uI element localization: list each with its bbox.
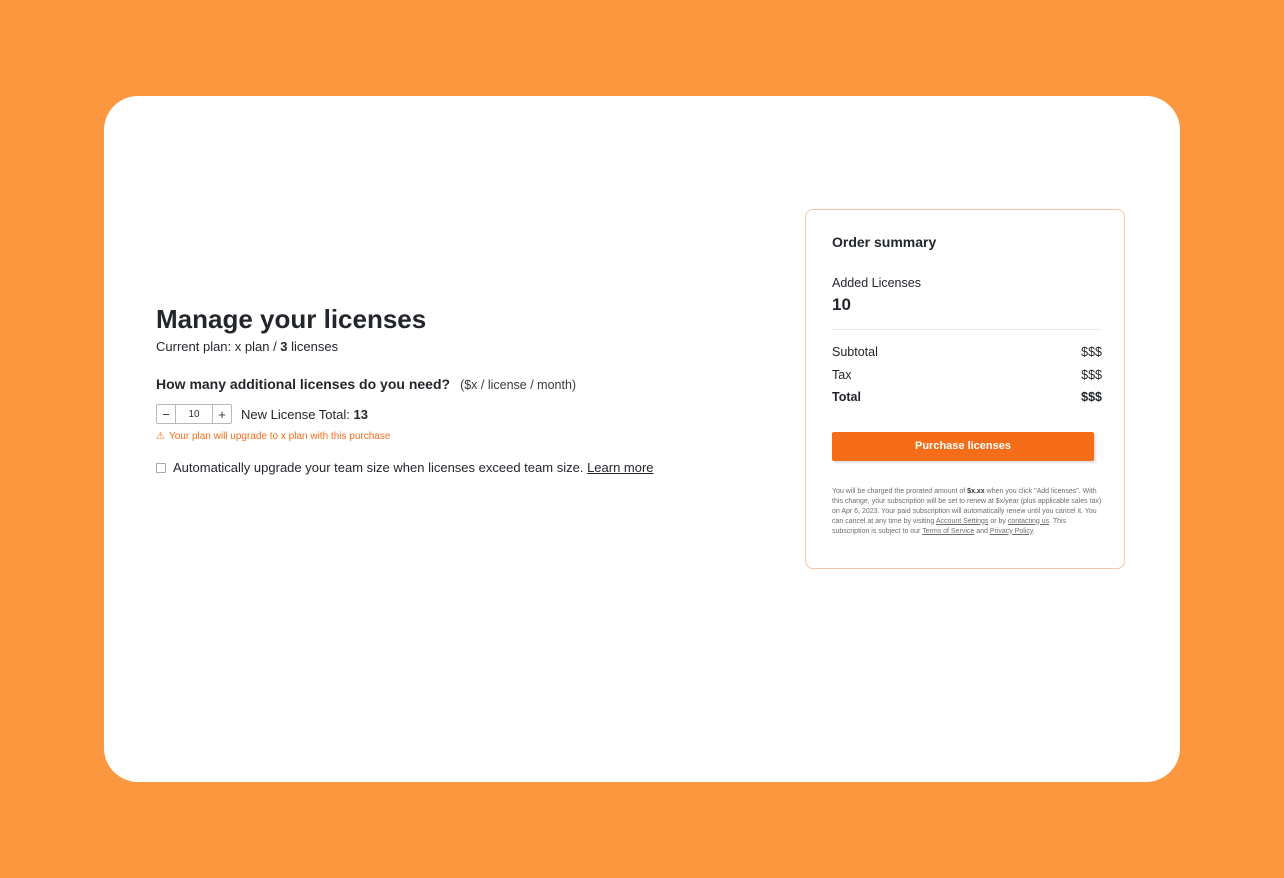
privacy-policy-link[interactable]: Privacy Policy [989, 527, 1033, 535]
prorated-amount: $x.xx [967, 487, 985, 495]
order-summary-content [832, 234, 1102, 537]
current-plan-prefix: Current plan: x plan / [156, 339, 281, 354]
total-row [832, 386, 1102, 409]
tax-label: Tax [832, 367, 852, 382]
terms-of-service-link[interactable]: Terms of Service [922, 527, 975, 535]
auto-upgrade-row [156, 460, 736, 475]
quantity-input[interactable]: 10 [175, 405, 213, 423]
legal-text-3: or by [988, 517, 1008, 525]
legal-text-2: when you click "Add licenses". With this change, your subscription will be set to renew at $x/year (plus applicable sales tax) on Apr 6, 2023. Your paid subscription will automatically renew until you cancel it. You can cancel at any time by visiting [832, 487, 1102, 525]
additional-licenses-question: How many additional licenses do you need? [156, 376, 451, 392]
total-label: Total [832, 390, 861, 404]
legal-text-6: . [1032, 527, 1035, 535]
stepper-row [156, 404, 736, 424]
order-summary-panel [805, 209, 1125, 569]
price-lines [832, 341, 1102, 409]
total-value: $$$ [1081, 390, 1102, 404]
new-license-total [241, 407, 368, 422]
subtotal-value: $$$ [1081, 345, 1102, 359]
page-title: Manage your licenses [156, 304, 427, 334]
added-licenses-label: Added Licenses [832, 276, 921, 290]
auto-upgrade-checkbox[interactable] [156, 463, 166, 473]
auto-upgrade-label [173, 460, 654, 475]
main-card [104, 96, 1180, 782]
subtotal-label: Subtotal [832, 345, 878, 359]
warning-icon: ⚠ [156, 431, 165, 442]
tax-row [832, 364, 1102, 387]
legal-text-1: You will be charged the prorated amount of [832, 487, 968, 495]
new-total-value: 13 [353, 406, 368, 422]
decrement-button[interactable]: − [162, 406, 170, 422]
contact-us-link[interactable]: contacting us [1007, 517, 1050, 525]
current-plan-info [156, 338, 736, 356]
subtotal-row [832, 341, 1102, 364]
learn-more-link[interactable]: Learn more [587, 460, 654, 475]
license-manager-panel [156, 303, 736, 475]
new-total-label: New License Total: [241, 406, 354, 422]
order-summary-title: Order summary [832, 234, 937, 250]
tax-value: $$$ [1081, 367, 1102, 382]
added-licenses-value: 10 [832, 295, 851, 314]
quantity-stepper [156, 404, 232, 424]
current-plan-suffix: licenses [287, 339, 339, 354]
legal-text-4: . This subscription is subject to our [832, 517, 1067, 535]
summary-divider [832, 329, 1102, 330]
legal-text-5: and [974, 527, 990, 535]
purchase-licenses-button[interactable]: Purchase licenses [832, 432, 1094, 461]
legal-disclaimer [832, 487, 1102, 537]
license-rate: ($x / license / month) [460, 378, 577, 392]
upgrade-warning [156, 431, 736, 442]
warning-text: Your plan will upgrade to x plan with this purchase [168, 431, 391, 442]
account-settings-link[interactable]: Account Settings [935, 517, 989, 525]
auto-upgrade-text: Automatically upgrade your team size when licenses exceed team size. [173, 460, 584, 475]
question-row [156, 376, 736, 392]
current-license-count: 3 [280, 339, 288, 354]
increment-button[interactable]: + [218, 406, 226, 422]
